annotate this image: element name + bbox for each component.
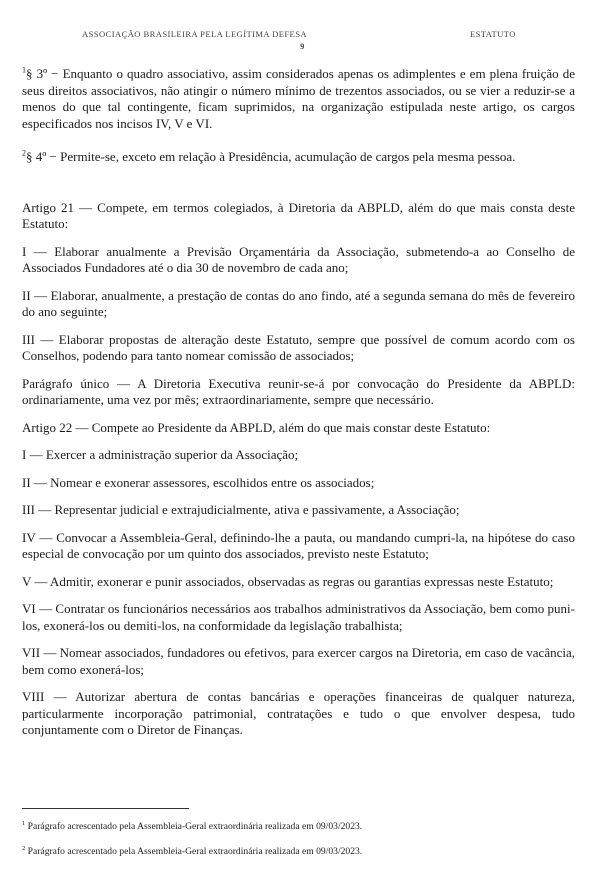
- footnote-number: 2: [22, 844, 26, 852]
- article-22-item-iii: III — Representar judicial e extrajudicialmente, ativa e passivamente, a Associação;: [22, 502, 460, 517]
- footnote-text: Parágrafo acrescentado pela Assembleia-Geral extraordinária realizada em 09/03/2023.: [25, 846, 363, 857]
- article-22-item-iv: IV — Convocar a Assembleia-Geral, definindo-lhe a pauta, ou mandando cumpri-la, na hipótese do caso especial de convocação por um quinto dos associados, previsto neste Estatuto;: [22, 529, 575, 561]
- article-22-heading: Artigo 22 — Compete ao Presidente da ABPLD, além do que mais constar deste Estatuto:: [22, 419, 491, 435]
- article-22-item-ii: II — Nomear e exonerar assessores, escolhidos entre os associados;: [22, 474, 375, 490]
- article-22-item-vii: VII — Nomear associados, fundadores ou efetivos, para exercer cargos na Diretoria, em caso de vacância, bem como exonerá-los;: [22, 645, 575, 677]
- paragraph-3-clause: [22, 66, 575, 132]
- article-21-item-ii: II — Elaborar, anualmente, a prestação de contas do ano findo, até a segunda semana do mês de fevereiro do ano seguinte;: [22, 287, 575, 319]
- page-header: [0, 29, 605, 53]
- paragraph-text: § 3º − Enquanto o quadro associativo, assim considerados apenas os adimplentes e em plena fruição de seus direitos associativos, não atingir o número mínimo de trezentos associados, ou se vier a reduzir-se a menos do que tal contingente, ficam suprimidos, na organização estipulada neste artigo, os cargos especificados nos incisos IV, V e VI.: [22, 66, 575, 131]
- article-22-item-v: V — Admitir, exonerar e punir associados, observadas as regras ou garantias expressas neste Estatuto;: [22, 573, 554, 589]
- article-22-item-i: I — Exercer a administração superior da Associação;: [22, 447, 299, 462]
- footnote-divider: [22, 808, 189, 809]
- article-22-item-viii: VIII — Autorizar abertura de contas bancárias e operações financeiras de qualquer natureza, particularmente incorporação patrimonial, contratações e tudo o que envolver despesa, tudo conjuntamente com o Diretor de Finanças.: [22, 689, 575, 737]
- footnotes: [22, 821, 575, 858]
- document-body: [22, 66, 575, 739]
- footnote-reference: 2: [22, 148, 26, 158]
- footnote-number: 1: [22, 819, 26, 827]
- footnote-reference: 1: [22, 65, 26, 75]
- article-21-heading: Artigo 21 — Compete, em termos colegiados, à Diretoria da ABPLD, além do que mais consta deste Estatuto:: [22, 199, 575, 231]
- article-21-item-iii: III — Elaborar propostas de alteração deste Estatuto, sempre que possível de comum acordo com os Conselhos, podendo para tanto nomear comissão de associados;: [22, 331, 575, 363]
- article-22-item-vi: VI — Contratar os funcionários necessários aos trabalhos administrativos da Associação, bem como puni-los, exonerá-los ou demiti-los, na conformidade da legislação trabalhista;: [22, 601, 575, 633]
- header-association-name: ASSOCIAÇÃO BRASILEIRA PELA LEGÍTIMA DEFESA: [82, 29, 307, 39]
- footnote-1: [22, 821, 575, 833]
- paragraph-text: § 4º − Permite-se, exceto em relação à Presidência, acumulação de cargos pela mesma pessoa.: [26, 149, 516, 164]
- article-21-sole-paragraph: Parágrafo único — A Diretoria Executiva reunir-se-á por convocação do Presidente da ABPLD: ordinariamente, uma vez por mês; extraordinariamente, sempre que necessário.: [22, 375, 575, 407]
- page-number: 9: [300, 41, 305, 51]
- footnote-text: Parágrafo acrescentado pela Assembleia-Geral extraordinária realizada em 09/03/2023.: [25, 821, 363, 832]
- paragraph-4-clause: [22, 149, 575, 166]
- header-document-title: ESTATUTO: [470, 29, 516, 39]
- article-21-item-i: I — Elaborar anualmente a Previsão Orçamentária da Associação, submetendo-a ao Conselho de Associados Fundadores até o dia 30 de novembro de cada ano;: [22, 243, 575, 275]
- footnote-2: [22, 846, 575, 858]
